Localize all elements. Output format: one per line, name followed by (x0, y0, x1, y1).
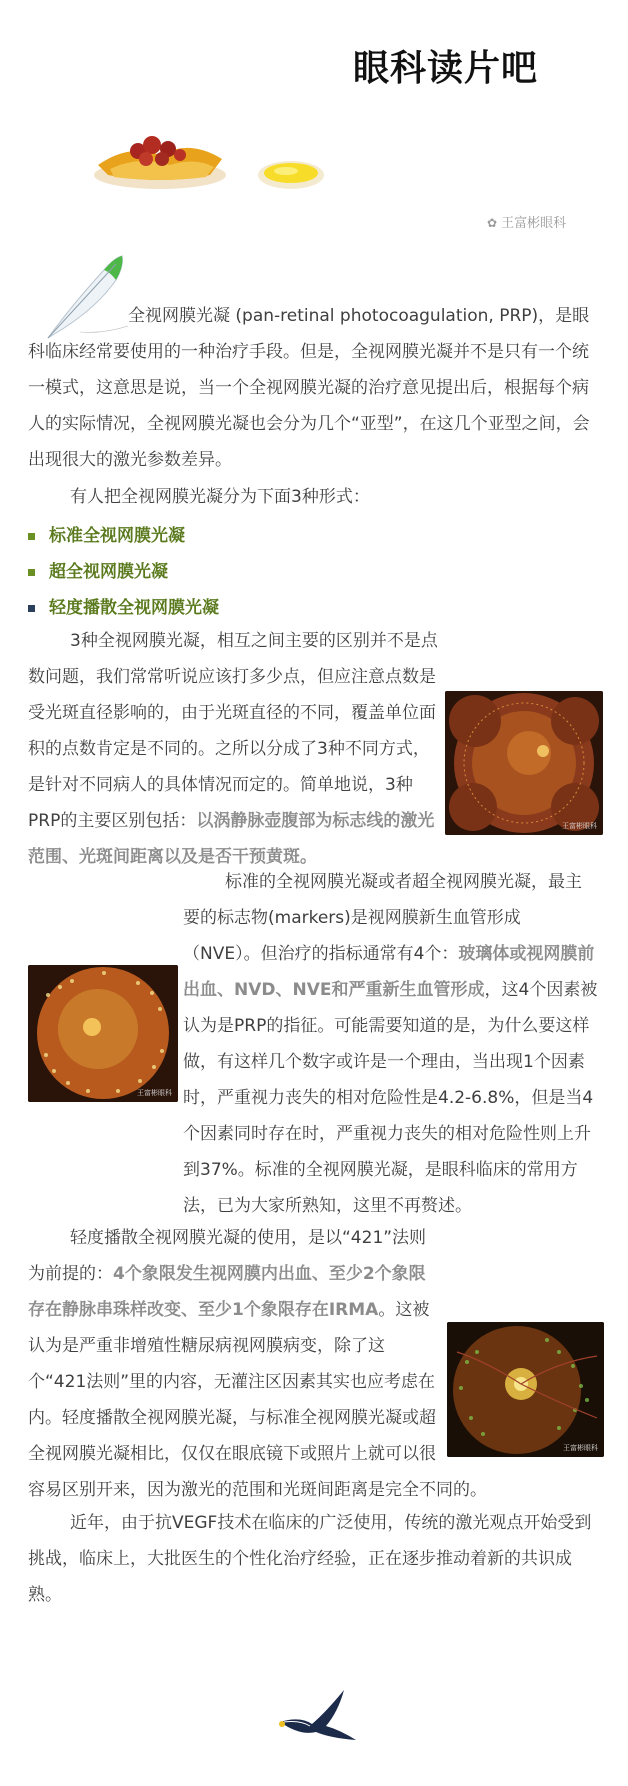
paragraph-5: 轻度播散全视网膜光凝的使用，是以“421”法则为前提的：4个象限发生视网膜内出血、至少2个象限存在静脉串珠样改变、至少1个象限存在IRMA。这被认为是严重非增殖性糖尿病视网膜病变，除了这个“421法则”里的内容，无灌注区因素其实也应考虑在内。轻度播散全视网膜光凝，与标准全视网膜光凝或超全视网膜光凝相比，仅仅在眼底镜下或照片上就可以很容易区别开来，因为激光的范围和光斑间距离是完全不同的。 (28, 1220, 598, 1508)
page-title: 眼科读片吧 (353, 48, 539, 89)
float-spacer (28, 972, 183, 1224)
watermark: ✿ 王富彬眼科 (487, 216, 567, 231)
float-spacer (440, 1328, 598, 1468)
list-item: 超全视网膜光凝 (28, 554, 219, 590)
bullet-square-icon (28, 605, 35, 612)
image-caption: 王富彬眼科 (563, 1444, 598, 1452)
food-plate-illustration (90, 125, 230, 195)
float-spacer (440, 695, 598, 843)
list-item: 轻度播散全视网膜光凝 (28, 590, 219, 626)
paragraph-2: 有人把全视网膜光凝分为下面3种形式： (70, 487, 370, 507)
image-caption: 王富彬眼科 (562, 822, 597, 830)
paragraph-1: 全视网膜光凝 (pan-retinal photocoagulation, PRP)，是眼科临床经常要使用的一种治疗手段。但是，全视网膜光凝并不是只有一个统一模式，这意思是说，当一个全视网膜光凝的治疗意见提出后，根据每个病人的实际情况，全视网膜光凝也会分为几个“亚型”，在这几个亚型之间，会出现很大的激光参数差异。 (28, 306, 590, 470)
oil-dish-illustration (256, 147, 326, 192)
swallow-bird-icon (270, 1682, 360, 1752)
prp-type-list (28, 518, 219, 626)
paragraph-6: 近年，由于抗VEGF技术在临床的广泛使用，传统的激光观点开始受到挑战，临床上，大批医生的个性化治疗经验，正在逐步推动着新的共识成熟。 (28, 1513, 592, 1605)
paragraph-3: 3种全视网膜光凝，相互之间主要的区别并不是点数问题，我们常常听说应该打多少点，但应注意点数是受光斑直径影响的，由于光斑直径的不同，覆盖单位面积的点数肯定是不同的。之所以分成了3种不同方式，是针对不同病人的具体情况而定的。简单地说，3种PRP的主要区别包括：以涡静脉壶腹部为标志线的激光范围、光斑间距离以及是否干预黄斑。 (28, 623, 598, 875)
bullet-square-icon (28, 569, 35, 576)
image-caption: 王富彬眼科 (137, 1089, 172, 1097)
list-item: 标准全视网膜光凝 (28, 518, 219, 554)
paw-icon: ✿ (487, 216, 498, 230)
paragraph-4: 标准的全视网膜光凝或者超全视网膜光凝，最主要的标志物(markers)是视网膜新生血管形成（NVE）。但治疗的指标通常有4个：玻璃体或视网膜前出血、NVD、NVE和严重新生血管形成，这4个因素被认为是PRP的指征。可能需要知道的是，为什么要这样做，有这样几个数字或许是一个理由，当出现1个因素时，严重视力丧失的相对危险性是4.2-6.8%，但是当4个因素同时存在时，严重视力丧失的相对危险性则上升到37%。标准的全视网膜光凝，是眼科临床的常用方法，已为大家所熟知，这里不再赘述。 (28, 864, 598, 1224)
bullet-square-icon (28, 533, 35, 540)
